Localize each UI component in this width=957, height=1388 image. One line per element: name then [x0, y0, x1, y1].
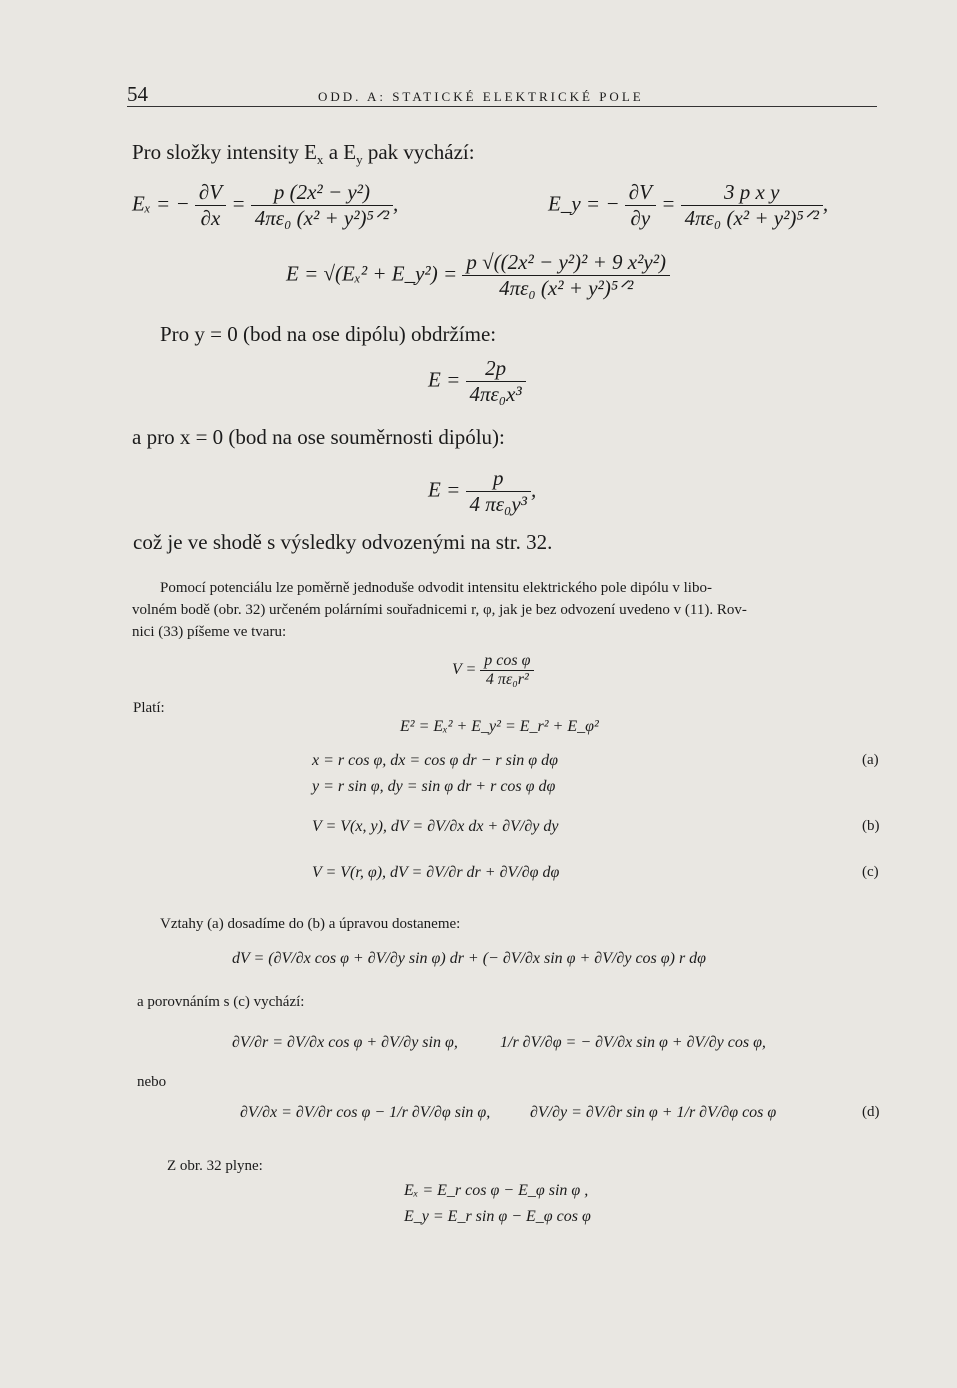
e1-lhs: E = — [428, 367, 461, 392]
equation-p2: 1/r ∂V/∂φ = − ∂V/∂x sin φ + ∂V/∂y cos φ, — [500, 1034, 766, 1051]
e-lhs: E = √(Eₓ² + E_y²) = — [286, 261, 458, 286]
equation-e2: E = $\frac{p}{\text{4 πε₀y³}}$ , — [428, 466, 537, 516]
small-para-line-2: volném bodě (obr. 32) určeném polárními souřadnicemi r, φ, jak je bez odvození uvedeno v (11). Rov- — [132, 602, 747, 618]
e-den: 4πε₀ (x² + y²)⁵ᐟ² — [462, 275, 670, 301]
label-c: (c) — [862, 864, 879, 880]
ex-den-2: 4πε₀ (x² + y²)⁵ᐟ² — [251, 205, 393, 231]
v-den: 4 πε₀r² — [480, 670, 534, 689]
intro-start: Pro složky intensity E — [132, 140, 317, 164]
equation-c: V = V(r, φ), dV = ∂V/∂r dr + ∂V/∂φ dφ — [312, 864, 560, 881]
equation-z2: E_y = E_r sin φ − E_φ cos φ — [404, 1208, 591, 1225]
equation-p1: ∂V/∂r = ∂V/∂x cos φ + ∂V/∂y sin φ, — [232, 1034, 458, 1051]
header-rule — [127, 106, 877, 107]
e1-frac — [466, 356, 526, 407]
text-y0: Pro y = 0 (bod na ose dipólu) obdržíme: — [160, 322, 497, 346]
running-title: ODD. A: STATICKÉ ELEKTRICKÉ POLE — [318, 89, 644, 104]
e1-den: 4πε₀x³ — [466, 381, 526, 407]
label-b: (b) — [862, 818, 880, 834]
ey-lhs: E_y = − — [548, 191, 620, 216]
intro-sub-x: x — [316, 152, 324, 168]
equation-b: V = V(x, y), dV = ∂V/∂x dx + ∂V/∂y dy — [312, 818, 559, 835]
ey-num-1: ∂V — [628, 180, 652, 204]
ex-frac-1 — [195, 180, 226, 231]
e-frac — [462, 250, 670, 301]
ex-lhs: Eₓ = − — [132, 191, 190, 216]
equation-e-squared: E² = Eₓ² + E_y² = E_r² + E_φ² — [400, 718, 599, 735]
equation-ey: E_y = − $\frac{\partial V}{\partial y}$ = $\frac{\text{3 p x y}}{\text{4πε₀ (x² + y²)⁵ᐟ²}}$ , — [548, 180, 829, 230]
ey-frac-1 — [625, 180, 656, 231]
text-zobr: Z obr. 32 plyne: — [167, 1158, 263, 1174]
label-a: (a) — [862, 752, 879, 768]
v-num: p cos φ — [484, 652, 531, 669]
equation-ex: Eₓ = − $\frac{\partial V}{\partial x}$ = $\frac{\text{p (2x² − y²)}}{\text{4πε₀ (x² + y²)⁵ᐟ²}}$ , — [132, 180, 399, 230]
e1-num: 2p — [485, 356, 507, 380]
intro-end: pak vychází: — [362, 140, 475, 164]
small-para-line-1: Pomocí potenciálu lze poměrně jednoduše odvodit intensitu elektrického pole dipólu v libo- — [160, 580, 712, 596]
intro-mid: a E — [323, 140, 357, 164]
text-result: což je ve shodě s výsledky odvozenými na str. 32. — [133, 530, 553, 554]
text-porovnanim: a porovnáním s (c) vychází: — [137, 994, 305, 1010]
equation-z1: Eₓ = E_r cos φ − E_φ sin φ , — [404, 1182, 589, 1199]
ex-frac-2 — [251, 180, 393, 231]
equation-e-magnitude — [286, 250, 670, 301]
page-number: 54 — [127, 82, 148, 106]
intro-sub-y: y — [356, 152, 363, 168]
small-para-line-3: nici (33) píšeme ve tvaru: — [132, 624, 287, 640]
v-frac — [480, 652, 534, 689]
equation-a-line-2: y = r sin φ, dy = sin φ dr + r cos φ dφ — [312, 778, 556, 795]
text-vztahy: Vztahy (a) dosadíme do (b) a úpravou dostaneme: — [160, 916, 461, 932]
equation-v — [452, 652, 534, 689]
text-x0: a pro x = 0 (bod na ose souměrnosti dipólu): — [132, 425, 505, 449]
e2-num: p — [492, 466, 504, 490]
text-nebo: nebo — [137, 1074, 167, 1090]
equation-e1 — [428, 356, 526, 407]
e2-den: 4 πε₀y³ — [466, 491, 531, 517]
label-d: (d) — [862, 1104, 880, 1120]
equation-dv: dV = (∂V/∂x cos φ + ∂V/∂y sin φ) dr + (− ∂V/∂x sin φ + ∂V/∂y cos φ) r dφ — [232, 950, 707, 967]
ey-frac-2 — [681, 180, 823, 231]
ex-den-1: ∂x — [195, 205, 226, 231]
ex-num-2: p (2x² − y²) — [273, 180, 370, 204]
equation-d2: ∂V/∂y = ∂V/∂r sin φ + 1/r ∂V/∂φ cos φ — [530, 1104, 777, 1121]
v-lhs: V = — [452, 661, 477, 679]
equation-d1: ∂V/∂x = ∂V/∂r cos φ − 1/r ∂V/∂φ sin φ, — [240, 1104, 491, 1121]
ey-den-1: ∂y — [625, 205, 656, 231]
ey-num-2: 3 p x y — [724, 180, 780, 204]
intro-text — [132, 140, 475, 168]
ex-num-1: ∂V — [198, 180, 223, 204]
ey-den-2: 4πε₀ (x² + y²)⁵ᐟ² — [681, 205, 823, 231]
e-num: p √((2x² − y²)² + 9 x²y²) — [466, 250, 666, 274]
e2-lhs: E = — [428, 477, 461, 502]
text-plati: Platí: — [133, 700, 165, 716]
e2-frac — [466, 466, 531, 517]
equation-a-line-1: x = r cos φ, dx = cos φ dr − r sin φ dφ — [312, 752, 559, 769]
